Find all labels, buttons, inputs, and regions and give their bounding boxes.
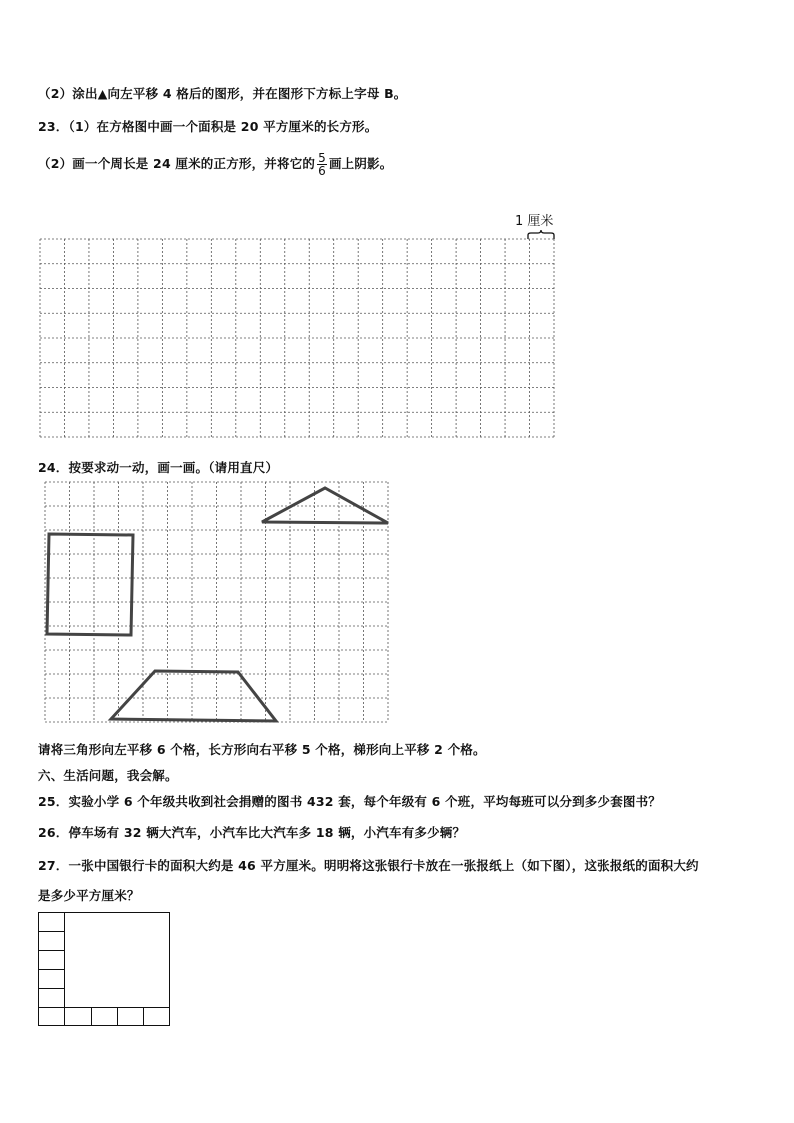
q23-part1-text: 23．（1）在方格图中画一个面积是 20 平方厘米的长方形。 <box>38 119 378 134</box>
fraction-denominator: 6 <box>318 164 326 178</box>
q26-text: 26．停车场有 32 辆大汽车，小汽车比大汽车多 18 辆，小汽车有多少辆？ <box>38 825 466 840</box>
q23-square-grid[interactable] <box>39 238 555 438</box>
q23-part2-text <box>38 152 392 177</box>
q27-text-line2: 是多少平方厘米？ <box>38 888 140 903</box>
q22-part2-text: （2）涂出▲向左平移 4 格后的图形，并在图形下方标上字母 B。 <box>38 86 407 101</box>
section6-title: 六、生活问题，我会解。 <box>38 768 178 783</box>
q24-square-grid[interactable] <box>44 480 389 725</box>
q23-part2-before: （2）画一个周长是 24 厘米的正方形，并将它的 <box>38 156 316 171</box>
q24-title: 24．按要求动一动，画一画。（请用直尺） <box>38 460 279 475</box>
q24-grid-lines <box>45 482 388 722</box>
fraction-numerator: 5 <box>318 151 326 165</box>
rectangle-shape <box>47 534 133 635</box>
trapezoid-shape <box>111 671 276 721</box>
q24-instruction: 请将三角形向左平移 6 个格，长方形向右平移 5 个格，梯形向上平移 2 个格。 <box>38 742 486 757</box>
q23-part2-after: 画上阴影。 <box>328 156 393 171</box>
fraction-five-sixths <box>317 152 327 177</box>
q27-text-line1: 27．一张中国银行卡的面积大约是 46 平方厘米。明明将这张银行卡放在一张报纸上（如下图），这张报纸的面积大约 <box>38 858 699 873</box>
scale-label: 1 厘米 <box>515 214 554 229</box>
q25-text: 25．实验小学 6 个年级共收到社会捐赠的图书 432 套，每个年级有 6 个班，平均每班可以分到多少套图书？ <box>38 794 661 809</box>
triangle-shape <box>262 488 388 523</box>
newspaper-bank-card-diagram <box>38 912 172 1027</box>
